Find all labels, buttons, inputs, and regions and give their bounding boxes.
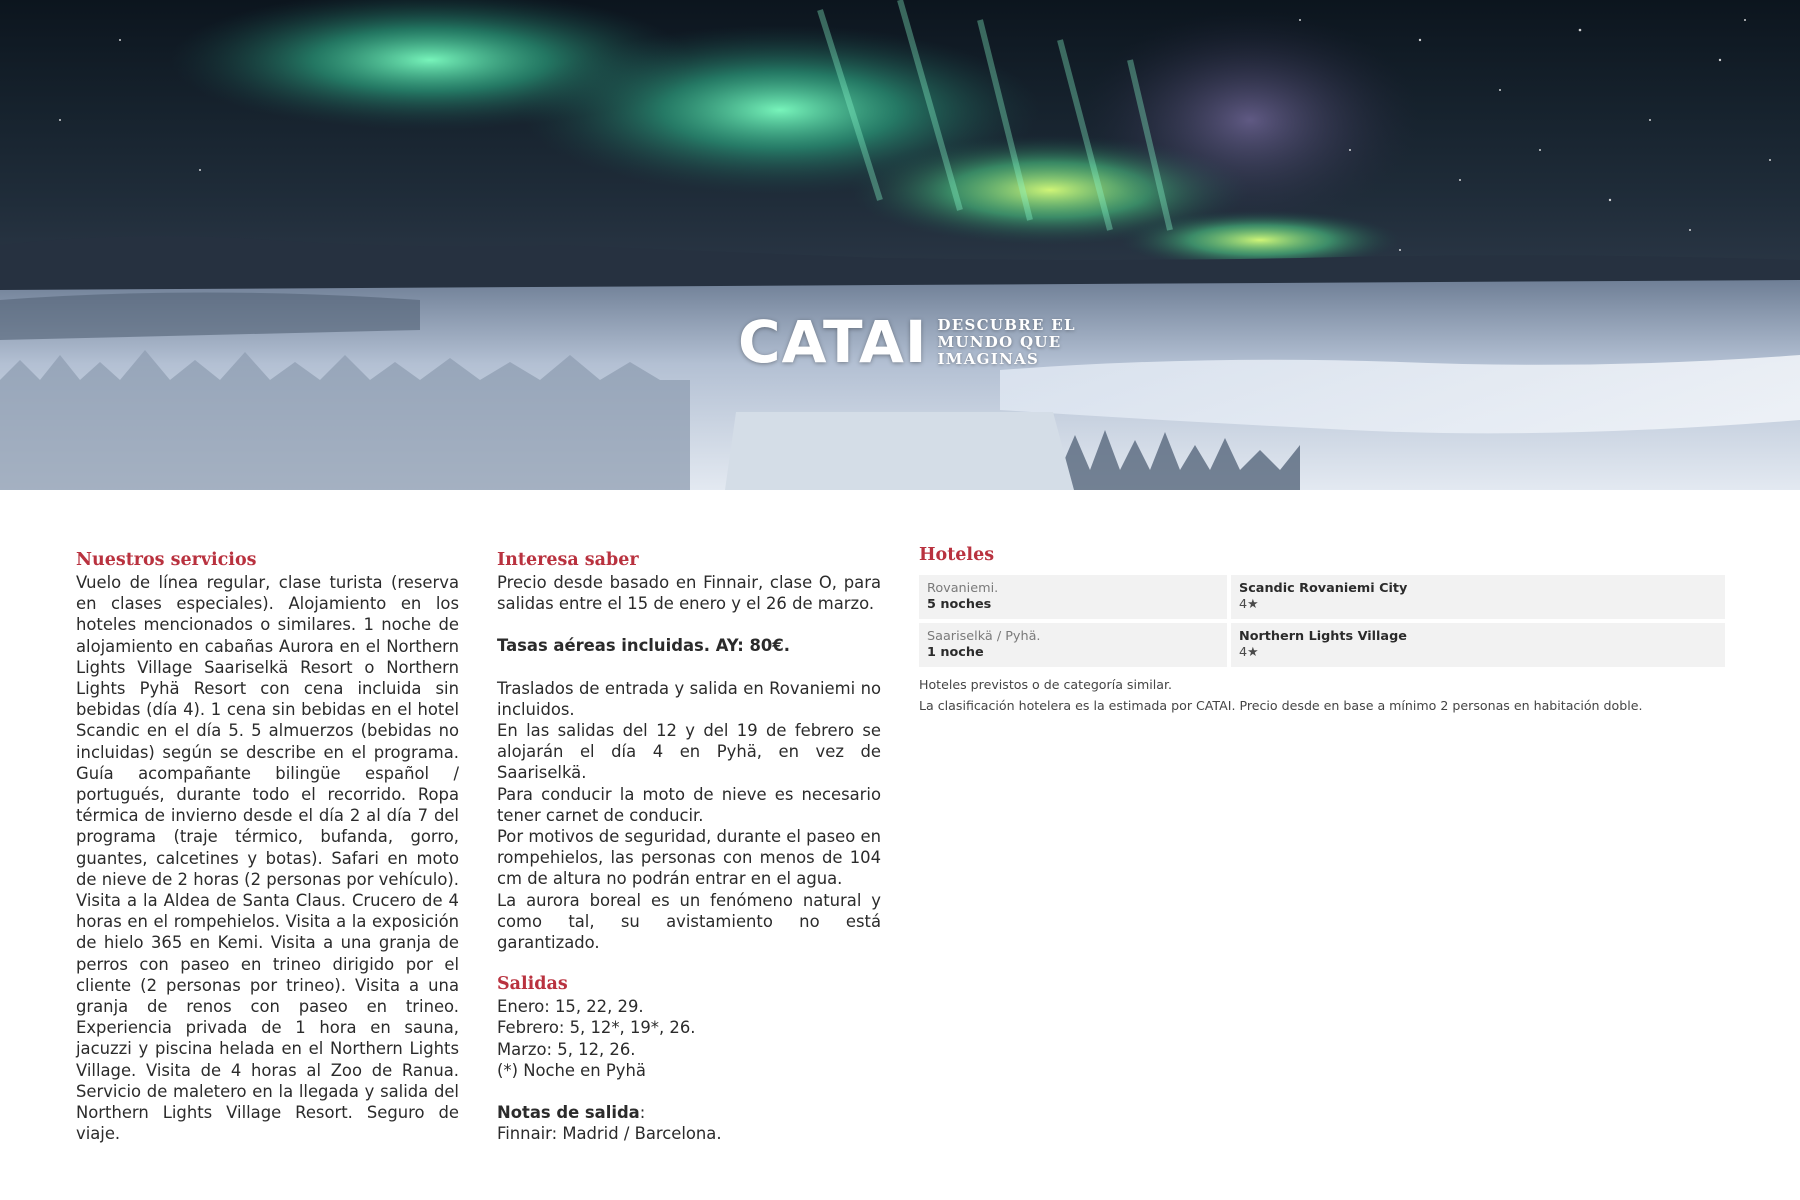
airport-taxes: Tasas aéreas incluidas. AY: 80€. — [497, 636, 790, 656]
departure-line: (*) Noche en Pyhä — [497, 1060, 646, 1080]
hotel-location-cell — [919, 575, 1231, 619]
hotel-name: Scandic Rovaniemi City — [1239, 581, 1408, 596]
february-note: En las salidas del 12 y del 19 de febrero se alojarán el día 4 en Pyhä, en vez de Saariselkä. — [497, 721, 881, 783]
license-note: Para conducir la moto de nieve es necesario tener carnet de conducir. — [497, 784, 881, 825]
departure-line: Enero: 15, 22, 29. — [497, 997, 644, 1017]
nights-count: 5 noches — [927, 597, 992, 612]
services-text: Vuelo de línea regular, clase turista (reserva en clases especiales). Alojamiento en los hoteles mencionados o similares. 1 noche de alojamiento en cabañas Aurora en el Northern Lights Village Saariselkä Resort o Northern Lights Pyhä Resort con cena incluida sin bebidas (día 4). 1 cena sin bebidas en el hotel Scandic en el día 5. 5 almuerzos (bebidas no incluidas) según se describe en el programa. Guía acompañante bilingüe español / portugués, durante todo el recorrido. Ropa térmica de invierno desde el día 2 al día 7 del programa (traje térmico, bufanda, gorro, guantes, calcetines y botas). Safari en moto de nieve de 2 horas (2 personas por vehículo). Visita a la Aldea de Santa Claus. Crucero de 4 horas en el rompehielos. Visita a la exposición de hielo 365 en Kemi. Visita a una granja de perros con paseo en trineo dirigido por el cliente (2 personas por trineo). Visita a una granja de renos con paseo en trineo. Experiencia privada de 1 hora en sauna, jacuzzi y piscina helada en el Northern Lights Village. Visita de 4 horas al Zoo de Ranua. Servicio de maletero en la llegada y salida del Northern Lights Village Resort. Seguro de viaje. — [76, 573, 459, 1144]
departure-notes-heading — [497, 1102, 881, 1123]
aurora-landscape-illustration — [0, 0, 1800, 490]
departure-line: Febrero: 5, 12*, 19*, 26. — [497, 1018, 696, 1038]
departures-title: Salidas — [497, 974, 568, 995]
transfers-note: Traslados de entrada y salida en Rovaniemi no incluidos. — [497, 678, 881, 719]
table-row — [919, 575, 1725, 619]
table-row — [919, 623, 1725, 667]
hero-image — [0, 0, 1800, 490]
city-name: Rovaniemi. — [927, 581, 999, 596]
forest-front — [0, 350, 690, 490]
city-name: Saariselkä / Pyhä. — [927, 629, 1041, 644]
brand-tagline — [937, 317, 1075, 368]
aurora-note: La aurora boreal es un fenómeno natural y como tal, su avistamiento no está garantizado. — [497, 890, 881, 953]
aurora-glow — [1080, 10, 1420, 230]
info-title: Interesa saber — [497, 550, 639, 570]
hotels-table — [919, 571, 1725, 671]
nights-count: 1 noche — [927, 645, 984, 660]
departure-notes-title: Notas de salida — [497, 1103, 640, 1123]
title-panel — [725, 412, 1074, 490]
hotels-classification-note: La clasificación hotelera es la estimada por CATAI. Precio desde en base a mínimo 2 personas en habitación doble. — [919, 698, 1643, 713]
hotels-title: Hoteles — [919, 545, 995, 565]
hotels-column — [919, 545, 1725, 716]
info-column — [497, 550, 881, 1144]
hotels-note: Hoteles previstos o de categoría similar. — [919, 677, 1172, 692]
services-title: Nuestros servicios — [76, 550, 257, 570]
hotel-location-cell — [919, 623, 1231, 667]
tagline-line: DESCUBRE EL — [937, 315, 1076, 334]
hotel-name-cell — [1231, 575, 1725, 619]
departure-line: Marzo: 5, 12, 26. — [497, 1039, 636, 1059]
services-column — [76, 550, 459, 1144]
price-basis-text: Precio desde basado en Finnair, clase O, para salidas entre el 15 de enero y el 26 de marzo. — [497, 573, 881, 614]
safety-note: Por motivos de seguridad, durante el paseo en rompehielos, las personas con menos de 104 cm de altura no podrán entrar en el agua. — [497, 827, 881, 889]
tagline-line: IMAGINAS — [937, 349, 1040, 368]
departure-notes-colon: : — [639, 1103, 646, 1123]
hotel-category: 4★ — [1239, 597, 1259, 612]
hotel-name-cell — [1231, 623, 1725, 667]
tagline-line: MUNDO QUE — [937, 332, 1062, 351]
brand-logo — [738, 308, 1076, 376]
brand-name: CATAI — [738, 308, 928, 376]
departure-notes-text: Finnair: Madrid / Barcelona. — [497, 1124, 722, 1144]
hotel-category: 4★ — [1239, 645, 1259, 660]
hotel-name: Northern Lights Village — [1239, 629, 1407, 644]
